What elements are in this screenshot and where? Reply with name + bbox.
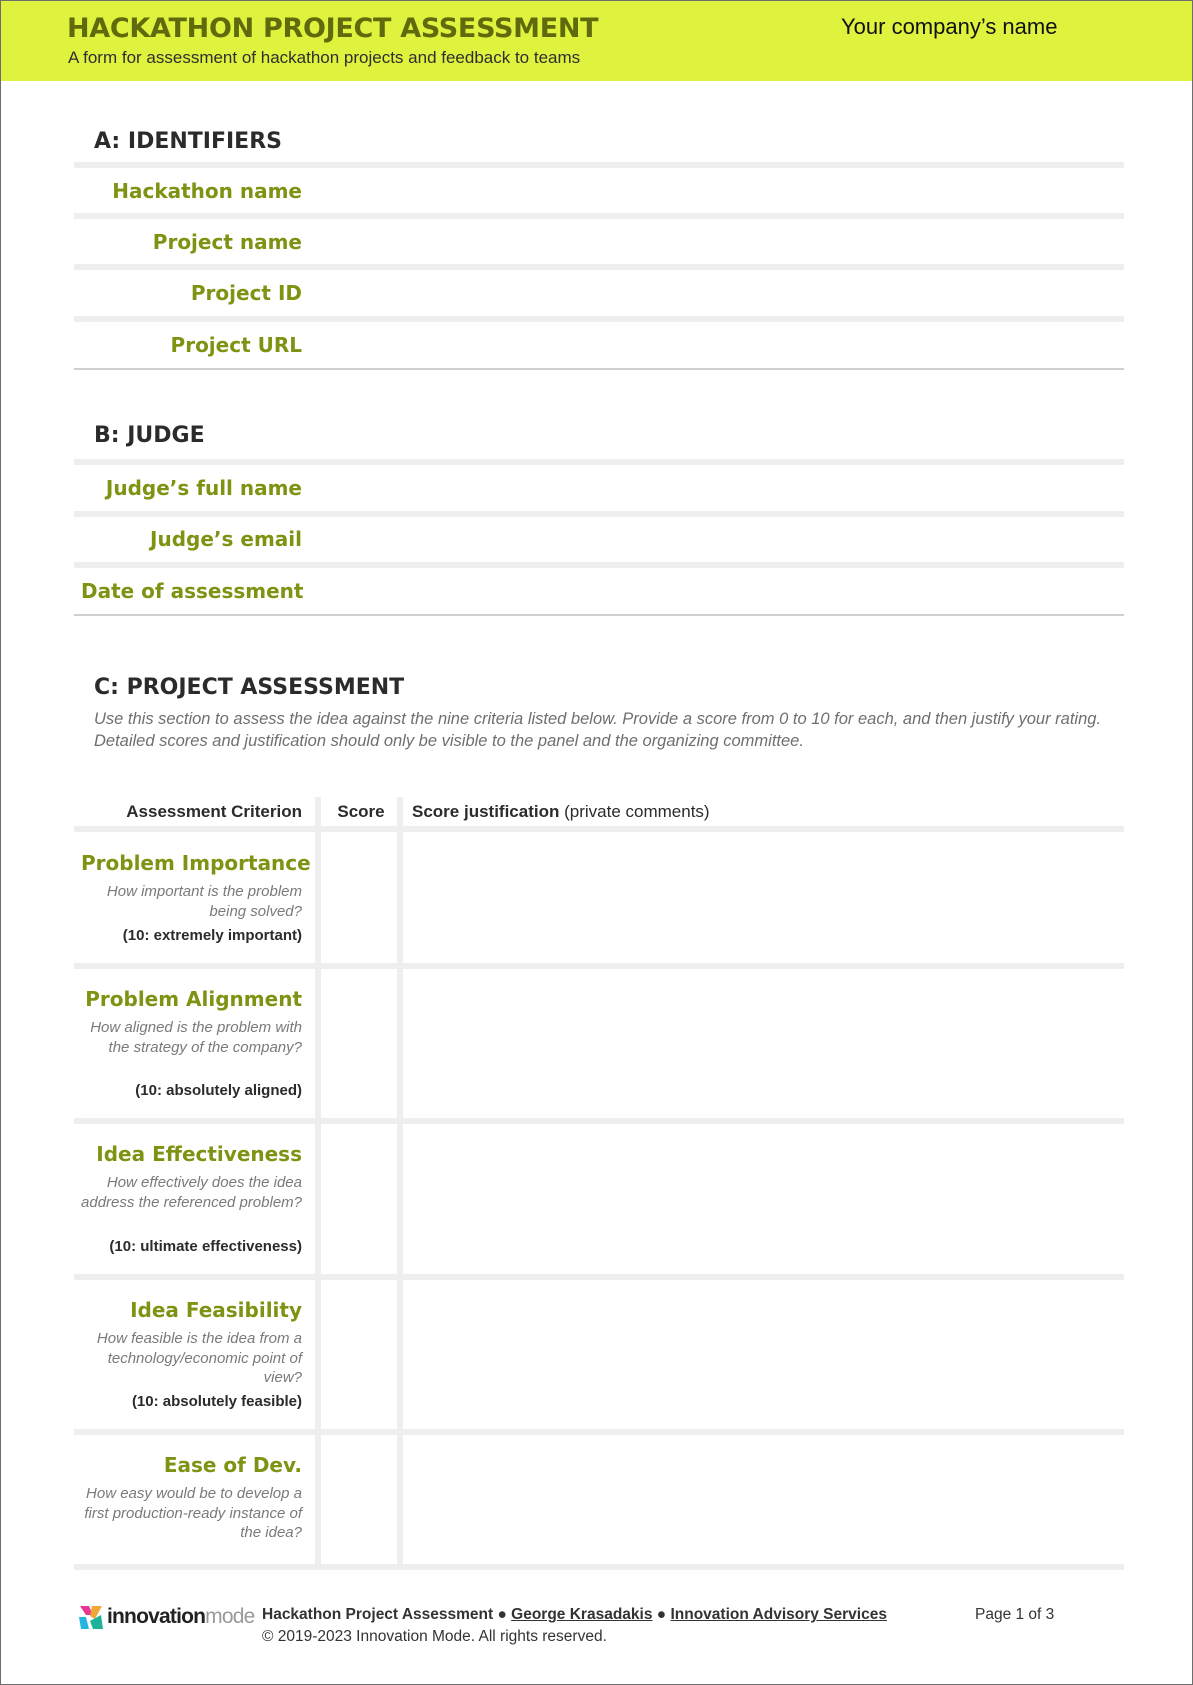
criterion-name: Ease of Dev. bbox=[163, 1453, 302, 1477]
criterion-name: Problem Alignment bbox=[85, 987, 302, 1011]
criterion-question: How important is the problem being solved? bbox=[106, 883, 302, 920]
section-c-title: C: PROJECT ASSESSMENT bbox=[94, 675, 405, 700]
footer-doc-title: Hackathon Project Assessment bbox=[262, 1606, 494, 1623]
criterion-question: How feasible is the idea from a technology/economic point of view? bbox=[96, 1330, 302, 1386]
criterion-name: Idea Effectiveness bbox=[96, 1142, 302, 1166]
row-divider bbox=[74, 1118, 1124, 1124]
section-a-end-line bbox=[74, 368, 1124, 370]
section-b-end-line bbox=[74, 614, 1124, 616]
divider bbox=[74, 316, 1124, 322]
section-c-instructions: Use this section to assess the idea against the nine criteria listed below. Provide a score from 0 to 10 for each, and then justify your rating. Detailed scores and justification should only be visible to the panel and the organizing committee. bbox=[94, 710, 1102, 750]
column-header-criterion: Assessment Criterion bbox=[126, 802, 302, 821]
footer-bullet: ● bbox=[656, 1606, 667, 1623]
field-label-judge-name: Judge’s full name bbox=[105, 476, 302, 500]
logo-wordmark: innovationmode bbox=[107, 1605, 255, 1628]
company-name: Your company’s name bbox=[841, 14, 1058, 39]
criterion-name: Idea Feasibility bbox=[130, 1298, 302, 1322]
form-subtitle: A form for assessment of hackathon projects and feedback to teams bbox=[68, 48, 581, 67]
divider bbox=[74, 264, 1124, 270]
row-divider bbox=[74, 826, 1124, 832]
divider bbox=[74, 459, 1124, 465]
row-divider bbox=[74, 963, 1124, 969]
footer-copyright: © 2019-2023 Innovation Mode. All rights reserved. bbox=[262, 1628, 607, 1645]
justification-label: Score justification bbox=[412, 802, 560, 821]
page-number: Page 1 of 3 bbox=[975, 1606, 1055, 1623]
section-b-title: B: JUDGE bbox=[94, 423, 205, 448]
column-header-justification bbox=[412, 802, 710, 822]
criterion-question: How effectively does the idea address the referenced problem? bbox=[81, 1174, 302, 1211]
field-label-date-of-assessment: Date of assessment bbox=[81, 579, 304, 603]
section-a-title: A: IDENTIFIERS bbox=[94, 129, 282, 154]
criterion-name: Problem Importance bbox=[81, 851, 311, 875]
divider bbox=[74, 511, 1124, 517]
author-link[interactable]: George Krasadakis bbox=[511, 1606, 653, 1623]
criterion-question: How aligned is the problem with the strategy of the company? bbox=[90, 1019, 302, 1056]
divider bbox=[74, 213, 1124, 219]
field-label-project-name: Project name bbox=[152, 230, 302, 254]
services-link[interactable]: Innovation Advisory Services bbox=[670, 1606, 887, 1623]
innovation-mode-logo bbox=[77, 1603, 255, 1633]
column-separator bbox=[397, 797, 403, 1567]
row-divider bbox=[74, 1564, 1124, 1570]
footer-bullet: ● bbox=[497, 1606, 507, 1623]
footer-credits bbox=[262, 1606, 887, 1624]
header-banner bbox=[1, 1, 1192, 81]
criterion-question: How easy would be to develop a first production-ready instance of the idea? bbox=[84, 1485, 302, 1541]
criterion-scale: (10: ultimate effectiveness) bbox=[109, 1238, 302, 1255]
column-separator bbox=[315, 797, 321, 1567]
row-divider bbox=[74, 1429, 1124, 1435]
criterion-scale: (10: extremely important) bbox=[122, 927, 302, 944]
criterion-scale: (10: absolutely aligned) bbox=[135, 1082, 302, 1099]
field-label-project-url: Project URL bbox=[170, 333, 302, 357]
divider bbox=[74, 562, 1124, 568]
divider bbox=[74, 162, 1124, 168]
field-label-project-id: Project ID bbox=[190, 281, 302, 305]
row-divider bbox=[74, 1274, 1124, 1280]
logo-mark-icon bbox=[77, 1603, 105, 1633]
criterion-scale: (10: absolutely feasible) bbox=[131, 1393, 302, 1410]
column-header-score: Score bbox=[337, 802, 385, 821]
field-label-judge-email: Judge’s email bbox=[150, 527, 302, 551]
field-label-hackathon-name: Hackathon name bbox=[112, 179, 302, 203]
justification-note: (private comments) bbox=[564, 802, 710, 821]
form-title: HACKATHON PROJECT ASSESSMENT bbox=[67, 13, 599, 44]
